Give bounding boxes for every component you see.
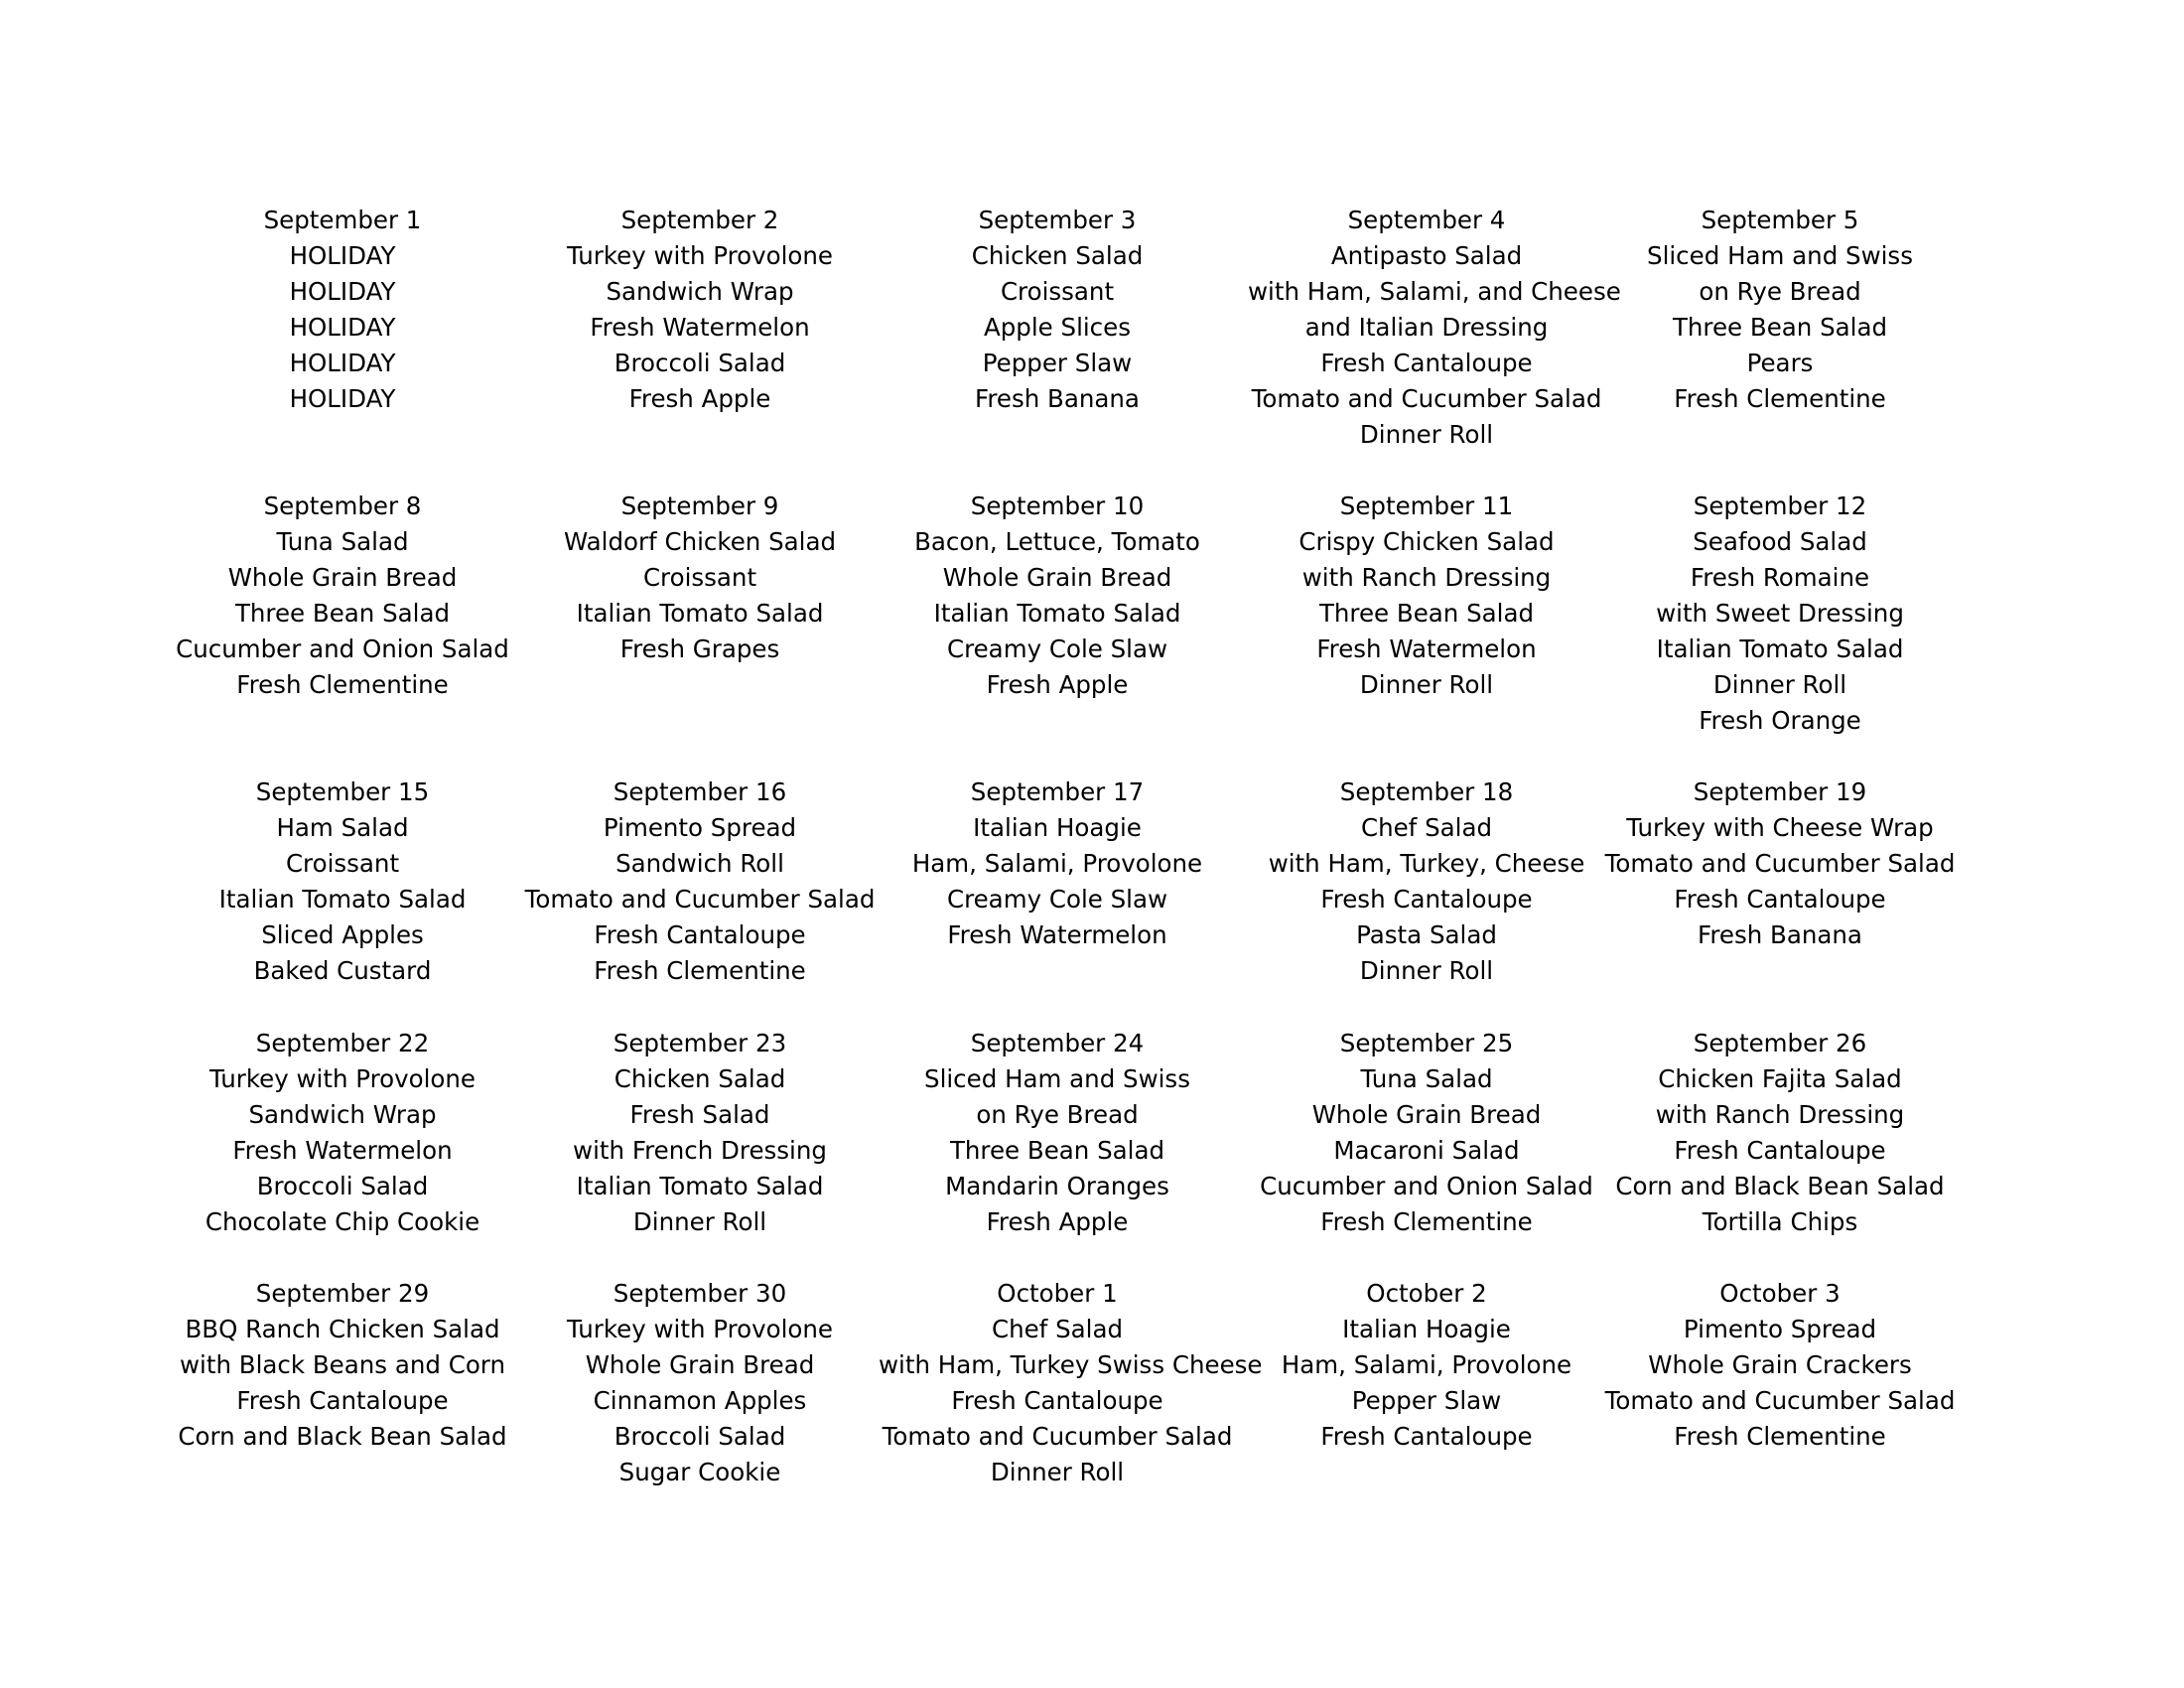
menu-item: Bacon, Lettuce, Tomato [914,527,1200,556]
menu-item: Fresh Apple [986,1207,1129,1236]
menu-item: Fresh Grapes [619,634,780,663]
menu-item: Pimento Spread [1683,1315,1877,1343]
menu-item: Fresh Cantaloupe [1674,1136,1886,1165]
day-cell [521,774,879,989]
day-date: September 16 [613,777,787,806]
day-date: October 1 [997,1279,1118,1308]
menu-item: Fresh Salad [629,1100,770,1129]
day-date: September 12 [1693,492,1867,520]
menu-item: Cucumber and Onion Salad [1260,1172,1593,1200]
menu-item: Fresh Cantaloupe [1320,1422,1533,1451]
menu-item: Fresh Romaine [1690,563,1870,592]
menu-item: Macaroni Salad [1333,1136,1520,1165]
day-date: September 9 [620,492,779,520]
menu-item: HOLIDAY [289,349,396,377]
menu-item: Fresh Apple [628,384,771,413]
day-cell [879,203,1236,417]
menu-item: Three Bean Salad [234,599,451,628]
menu-item: Fresh Clementine [594,956,806,985]
menu-item: Turkey with Cheese Wrap [1626,813,1934,842]
menu-item: and Italian Dressing [1304,313,1549,342]
menu-item: Waldorf Chicken Salad [563,527,837,556]
day-date: September 15 [255,777,430,806]
day-date: September 8 [263,492,422,520]
day-date: September 4 [1347,206,1506,234]
menu-item: HOLIDAY [289,241,396,270]
menu-item: Mandarin Oranges [945,1172,1169,1200]
menu-item: Three Bean Salad [1672,313,1888,342]
menu-item: with Ham, Turkey Swiss Cheese [879,1350,1263,1379]
menu-item: Ham Salad [276,813,409,842]
menu-item: Croissant [1000,277,1115,306]
menu-item: Cucumber and Onion Salad [176,634,509,663]
day-date: September 1 [263,206,422,234]
menu-item: Dinner Roll [1359,670,1494,699]
menu-item: Creamy Cole Slaw [946,634,1168,663]
menu-item: Ham, Salami, Provolone [911,849,1203,878]
menu-item: Dinner Roll [990,1458,1125,1486]
day-date: September 18 [1339,777,1514,806]
day-cell [1248,774,1605,989]
day-date: October 2 [1366,1279,1487,1308]
menu-item: Fresh Cantaloupe [594,920,806,949]
menu-item: Italian Tomato Salad [218,885,467,914]
day-date: September 11 [1339,492,1514,520]
day-cell [164,489,521,703]
menu-item: Corn and Black Bean Salad [1615,1172,1945,1200]
menu-item: Chef Salad [1360,813,1493,842]
menu-item: Antipasto Salad [1330,241,1523,270]
menu-item: Fresh Cantaloupe [1320,349,1533,377]
day-date: October 3 [1719,1279,1841,1308]
day-date: September 19 [1693,777,1867,806]
menu-item: Turkey with Provolone [566,1315,834,1343]
menu-item: Cinnamon Apples [593,1386,807,1415]
menu-item: Broccoli Salad [614,1422,786,1451]
menu-item: on Rye Bread [1699,277,1861,306]
menu-item: Tomato and Cucumber Salad [1604,1386,1956,1415]
day-cell [1601,774,1959,953]
menu-item: HOLIDAY [289,384,396,413]
menu-item: Pears [1746,349,1814,377]
menu-item: Pimento Spread [603,813,797,842]
menu-item: with Ham, Salami, and Cheese [1248,277,1621,306]
menu-item: Ham, Salami, Provolone [1281,1350,1572,1379]
menu-item: Whole Grain Bread [227,563,458,592]
menu-item: Dinner Roll [632,1207,767,1236]
menu-item: Whole Grain Crackers [1648,1350,1912,1379]
menu-item: Turkey with Provolone [208,1064,477,1093]
menu-item: Tomato and Cucumber Salad [524,885,876,914]
menu-item: Tortilla Chips [1702,1207,1858,1236]
menu-item: Tomato and Cucumber Salad [882,1422,1233,1451]
menu-item: Fresh Watermelon [947,920,1167,949]
menu-item: Pasta Salad [1356,920,1497,949]
menu-item: Chef Salad [991,1315,1124,1343]
menu-item: with Sweet Dressing [1656,599,1904,628]
menu-item: Fresh Apple [986,670,1129,699]
menu-item: Tuna Salad [1360,1064,1493,1093]
menu-item: with French Dressing [573,1136,827,1165]
day-date: September 24 [970,1029,1145,1057]
menu-item: Fresh Cantaloupe [1674,885,1886,914]
menu-item: Sliced Apples [261,920,424,949]
menu-item: Fresh Watermelon [1316,634,1537,663]
menu-item: Three Bean Salad [1318,599,1535,628]
menu-item: Creamy Cole Slaw [946,885,1168,914]
menu-item: Dinner Roll [1712,670,1847,699]
menu-item: Italian Tomato Salad [576,1172,824,1200]
menu-item: Pepper Slaw [982,349,1133,377]
menu-item: Chicken Salad [971,241,1144,270]
menu-item: Fresh Cantaloupe [1320,885,1533,914]
menu-item: Fresh Banana [1698,920,1862,949]
menu-item: Corn and Black Bean Salad [178,1422,507,1451]
day-date: September 17 [970,777,1145,806]
menu-item: Tomato and Cucumber Salad [1604,849,1956,878]
menu-item: Italian Tomato Salad [933,599,1181,628]
menu-item: Chocolate Chip Cookie [205,1207,480,1236]
menu-item: Seafood Salad [1693,527,1867,556]
menu-item: Fresh Orange [1699,706,1861,735]
menu-item: Italian Tomato Salad [1656,634,1904,663]
menu-item: Sandwich Wrap [248,1100,437,1129]
menu-item: HOLIDAY [289,277,396,306]
menu-item: Whole Grain Bread [942,563,1172,592]
day-cell [879,1026,1236,1240]
day-cell [164,1026,521,1240]
day-cell [879,489,1236,703]
day-cell [1601,489,1959,739]
menu-item: Fresh Clementine [1320,1207,1533,1236]
menu-item: Whole Grain Bread [585,1350,815,1379]
day-cell [521,203,879,417]
menu-item: Chicken Fajita Salad [1658,1064,1902,1093]
menu-item: Croissant [642,563,757,592]
day-date: September 26 [1693,1029,1867,1057]
day-cell [1248,1276,1605,1455]
menu-item: Three Bean Salad [949,1136,1165,1165]
menu-item: Fresh Watermelon [590,313,810,342]
menu-item: Sliced Ham and Swiss [924,1064,1190,1093]
menu-item: with Ranch Dressing [1301,563,1552,592]
menu-item: Dinner Roll [1359,956,1494,985]
menu-item: with Ranch Dressing [1655,1100,1905,1129]
menu-item: Dinner Roll [1359,420,1494,449]
menu-item: Whole Grain Bread [1311,1100,1542,1129]
day-cell [1248,203,1621,453]
menu-item: Sandwich Roll [615,849,784,878]
menu-item: HOLIDAY [289,313,396,342]
menu-item: Crispy Chicken Salad [1298,527,1555,556]
day-date: September 3 [978,206,1137,234]
menu-item: BBQ Ranch Chicken Salad [185,1315,500,1343]
day-cell [164,203,521,417]
day-date: September 2 [620,206,779,234]
menu-item: with Black Beans and Corn [180,1350,505,1379]
menu-item: Fresh Cantaloupe [236,1386,449,1415]
day-cell [1601,1026,1959,1240]
menu-item: Italian Hoagie [973,813,1142,842]
menu-item: Chicken Salad [614,1064,786,1093]
day-date: September 23 [613,1029,787,1057]
day-date: September 10 [970,492,1145,520]
menu-item: Fresh Cantaloupe [951,1386,1163,1415]
day-cell [164,1276,521,1455]
day-cell [879,774,1236,953]
day-cell [1601,203,1959,417]
day-date: September 29 [255,1279,430,1308]
day-cell [521,489,879,667]
menu-item: Turkey with Provolone [566,241,834,270]
day-cell [879,1276,1263,1490]
menu-item: Tuna Salad [276,527,409,556]
menu-item: Italian Tomato Salad [576,599,824,628]
menu-item: with Ham, Turkey, Cheese [1268,849,1585,878]
menu-item: Apple Slices [983,313,1131,342]
menu-item: Sandwich Wrap [606,277,794,306]
day-cell [164,774,521,989]
day-date: September 22 [255,1029,430,1057]
menu-item: Sugar Cookie [618,1458,781,1486]
menu-item: Croissant [285,849,400,878]
menu-item: Pepper Slaw [1351,1386,1502,1415]
menu-item: on Rye Bread [976,1100,1139,1129]
day-date: September 5 [1701,206,1859,234]
menu-item: Baked Custard [253,956,432,985]
day-cell [521,1026,879,1240]
menu-item: Italian Hoagie [1342,1315,1511,1343]
day-date: September 30 [613,1279,787,1308]
day-date: September 25 [1339,1029,1514,1057]
day-cell [1248,489,1605,703]
menu-item: Fresh Banana [975,384,1140,413]
menu-item: Broccoli Salad [256,1172,429,1200]
menu-item: Broccoli Salad [614,349,786,377]
menu-item: Tomato and Cucumber Salad [1251,384,1602,413]
menu-item: Fresh Clementine [236,670,449,699]
day-cell [1601,1276,1959,1455]
day-cell [521,1276,879,1490]
menu-item: Fresh Clementine [1674,384,1886,413]
menu-item: Fresh Clementine [1674,1422,1886,1451]
day-cell [1248,1026,1605,1240]
menu-item: Fresh Watermelon [232,1136,453,1165]
menu-item: Sliced Ham and Swiss [1647,241,1913,270]
